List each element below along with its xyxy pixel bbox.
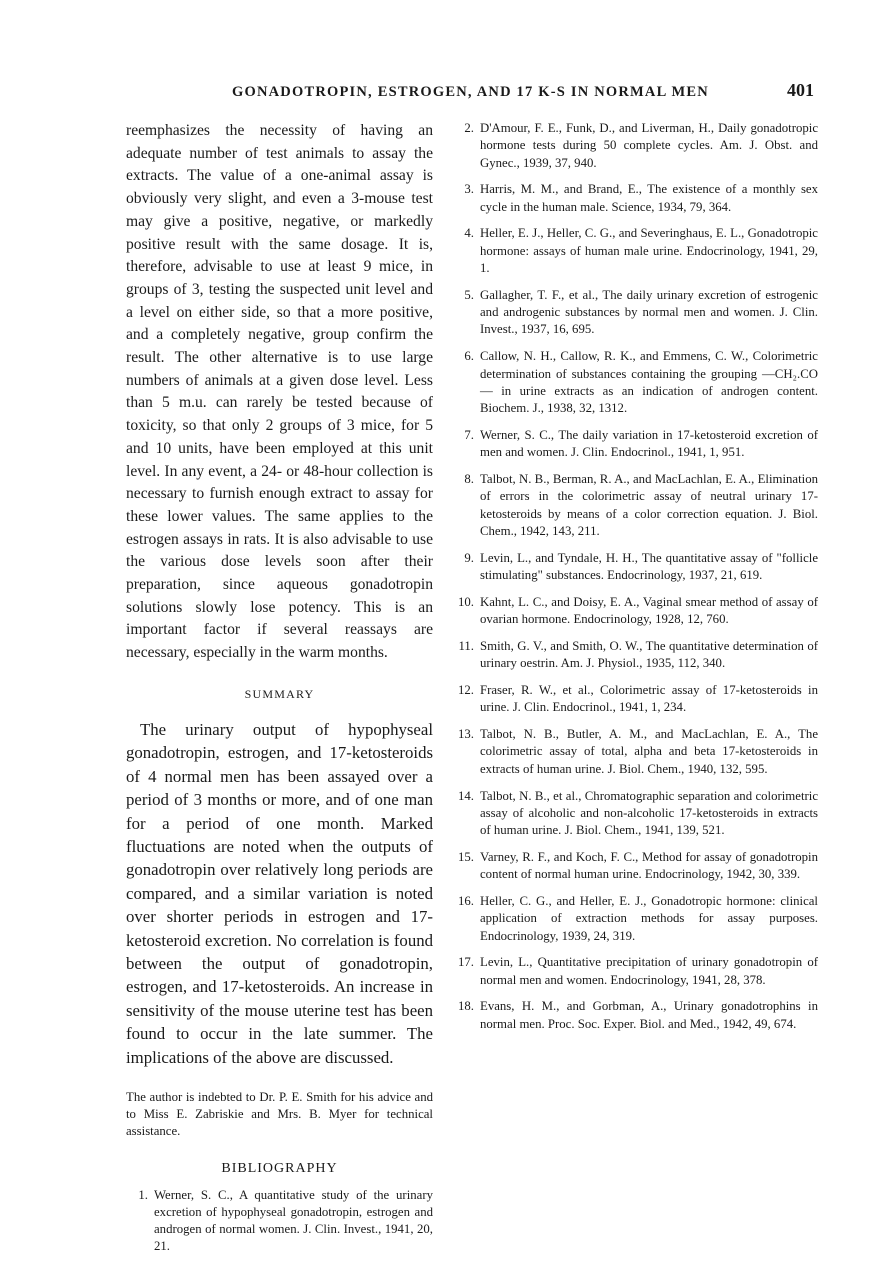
reference-number: 4. bbox=[464, 226, 474, 241]
reference-number: 9. bbox=[464, 550, 474, 565]
reference-item bbox=[454, 181, 818, 216]
reference-number: 1. bbox=[138, 1187, 148, 1202]
reference-item bbox=[454, 998, 818, 1033]
reference-text: Levin, L., Quantitative precipitation of urinary gonadotropin of normal men and women. Endocrinology, 1941, 28, 378. bbox=[480, 955, 818, 987]
summary-heading: SUMMARY bbox=[244, 686, 315, 701]
reference-text: D'Amour, F. E., Funk, D., and Liverman, H., Daily gonadotropic hormone tests during 50 complete cycles. Am. J. Obst. and Gynec., 1939, 37, 940. bbox=[480, 121, 818, 170]
reference-number: 11. bbox=[458, 638, 474, 653]
reference-number: 5. bbox=[464, 287, 474, 302]
reference-item bbox=[454, 682, 818, 717]
reference-text: Kahnt, L. C., and Doisy, E. A., Vaginal smear method of assay of ovarian hormone. Endocrinology, 1928, 12, 760. bbox=[480, 594, 818, 627]
reference-item bbox=[454, 638, 818, 673]
summary-paragraph: The urinary output of hypophyseal gonadotropin, estrogen, and 17-ketosteroids of 4 normal men has been assayed over a period of 3 months or more, and of one man for a period of one month. Marked fluctuations are noted when the outputs of gonadotropin over relatively long periods are compared, and a similar variation is noted over shorter periods in estrogen and 17-ketosteroid excretion. No correlation is found between the output of gonadotropin, estrogen, and 17-ketosteroids. An increase in sensitivity of the mouse uterine test has been found to occur in the late summer. The implications of the above are discussed. bbox=[126, 719, 433, 1067]
reference-text: Callow, N. H., Callow, R. K., and Emmens, C. W., Colorimetric determination of substances containing the grouping —CH₂.CO— in urine extracts as an indication of androgen content. Biochem. J., 1938, 32, 1312. bbox=[480, 349, 818, 416]
reference-number: 3. bbox=[464, 182, 474, 197]
reference-text: Smith, G. V., and Smith, O. W., The quantitative determination of urinary oestrin. Am. J. Physiol., 1935, 112, 340. bbox=[480, 638, 818, 671]
reference-text: Talbot, N. B., et al., Chromatographic separation and colorimetric assay of alcoholic and non-alcoholic 17-ketosteroids in extracts of human urine. J. Biol. Chem., 1941, 139, 521. bbox=[480, 788, 818, 838]
reference-number: 6. bbox=[464, 349, 474, 364]
reference-text: Evans, H. M., and Gorbman, A., Urinary gonadotrophins in normal men. Proc. Soc. Exper. Biol. and Med., 1942, 49, 674. bbox=[480, 999, 818, 1031]
reference-item bbox=[126, 1187, 433, 1256]
right-column bbox=[454, 120, 818, 1043]
reference-item bbox=[454, 120, 818, 172]
reference-text: Heller, C. G., and Heller, E. J., Gonadotropic hormone: clinical application of extraction methods for assay purposes. Endocrinology, 1939, 24, 319. bbox=[480, 893, 818, 943]
bibliography-heading: BIBLIOGRAPHY bbox=[221, 1160, 338, 1176]
reference-item bbox=[454, 594, 818, 629]
reference-item bbox=[454, 893, 818, 945]
body-paragraph: reemphasizes the necessity of having an adequate number of test animals to assay the extracts. The value of a one-animal assay is obviously very slight, and even a 3-mouse test may give a positive, negative, or markedly positive result with the same dosage. It is, therefore, advisable to use at least 9 mice, in groups of 3, testing the suspected unit level and a level on either side, so that a more positive, and a completely negative, group confirm the result. The other alternative is to use large numbers of animals at a given dose level. Less than 5 m.u. can rarely be tested because of toxicity, so that only 2 groups of 3 mice, for 5 and 10 units, have been employed at this unit level. In any event, a 24- or 48-hour collection is necessary to furnish enough extract to assay for these lower values. The same applies to the estrogen assays in rats. It is also advisable to use the various dose levels soon after their preparation, since aqueous gonadotropin solutions slowly lose potency. This is an important factor if several reassays are necessary, especially in the warm months. bbox=[126, 122, 433, 662]
reference-number: 2. bbox=[464, 121, 474, 135]
reference-item bbox=[454, 225, 818, 277]
page-header bbox=[0, 80, 890, 110]
reference-number: 16. bbox=[458, 893, 474, 908]
reference-text: Werner, S. C., The daily variation in 17-ketosteroid excretion of men and women. J. Clin. Endocrinol., 1941, 1, 951. bbox=[480, 427, 818, 460]
reference-item bbox=[454, 788, 818, 840]
reference-item bbox=[454, 954, 818, 989]
reference-number: 8. bbox=[464, 472, 474, 487]
reference-text: Levin, L., and Tyndale, H. H., The quantitative assay of "follicle stimulating" substances. Endocrinology, 1937, 21, 619. bbox=[480, 550, 818, 583]
reference-text: Talbot, N. B., Butler, A. M., and MacLachlan, E. A., The colorimetric assay of total, alpha and beta 17-ketosteroids in extracts of human urine. J. Biol. Chem., 1940, 132, 595. bbox=[480, 727, 818, 776]
reference-text: Fraser, R. W., et al., Colorimetric assay of 17-ketosteroids in urine. J. Clin. Endocrinol., 1941, 1, 234. bbox=[480, 683, 818, 715]
reference-number: 7. bbox=[464, 427, 474, 442]
reference-number: 13. bbox=[458, 727, 474, 742]
reference-item bbox=[454, 550, 818, 585]
reference-item bbox=[454, 849, 818, 884]
reference-number: 17. bbox=[458, 955, 474, 970]
reference-item bbox=[454, 471, 818, 540]
reference-item bbox=[454, 348, 818, 417]
reference-text: Gallagher, T. F., et al., The daily urinary excretion of estrogenic and androgenic substances by normal men and women. J. Clin. Invest., 1937, 16, 695. bbox=[480, 287, 818, 337]
reference-number: 12. bbox=[458, 683, 474, 698]
reference-text: Werner, S. C., A quantitative study of the urinary excretion of hypophyseal gonadotropin, estrogen and androgen of normal women. J. Clin. Invest., 1941, 20, 21. bbox=[154, 1187, 433, 1254]
reference-number: 15. bbox=[458, 849, 474, 864]
left-column bbox=[126, 120, 433, 1265]
reference-item bbox=[454, 427, 818, 462]
reference-item bbox=[454, 287, 818, 339]
running-head: GONADOTROPIN, ESTROGEN, AND 17 K-S IN NORMAL MEN bbox=[232, 84, 709, 100]
reference-text: Harris, M. M., and Brand, E., The existence of a monthly sex cycle in the human male. Science, 1934, 79, 364. bbox=[480, 182, 818, 214]
reference-item bbox=[454, 726, 818, 778]
acknowledgment: The author is indebted to Dr. P. E. Smith for his advice and to Miss E. Zabriskie and Mrs. B. Myer for technical assistance. bbox=[126, 1089, 433, 1139]
reference-text: Talbot, N. B., Berman, R. A., and MacLachlan, E. A., Elimination of errors in the colorimetric assay of neutral urinary 17-ketosteroids by means of a color correction equation. J. Biol. Chem., 1942, 143, 211. bbox=[480, 472, 818, 538]
reference-text: Varney, R. F., and Koch, F. C., Method for assay of gonadotropin content of normal human urine. Endocrinology, 1942, 30, 339. bbox=[480, 849, 818, 882]
reference-number: 10. bbox=[458, 594, 474, 609]
reference-text: Heller, E. J., Heller, C. G., and Severinghaus, E. L., Gonadotropic hormone: assays of human male urine. Endocrinology, 1941, 29, 1. bbox=[480, 226, 818, 276]
reference-number: 14. bbox=[458, 788, 474, 803]
reference-number: 18. bbox=[458, 999, 474, 1014]
page-number: 401 bbox=[787, 80, 814, 100]
